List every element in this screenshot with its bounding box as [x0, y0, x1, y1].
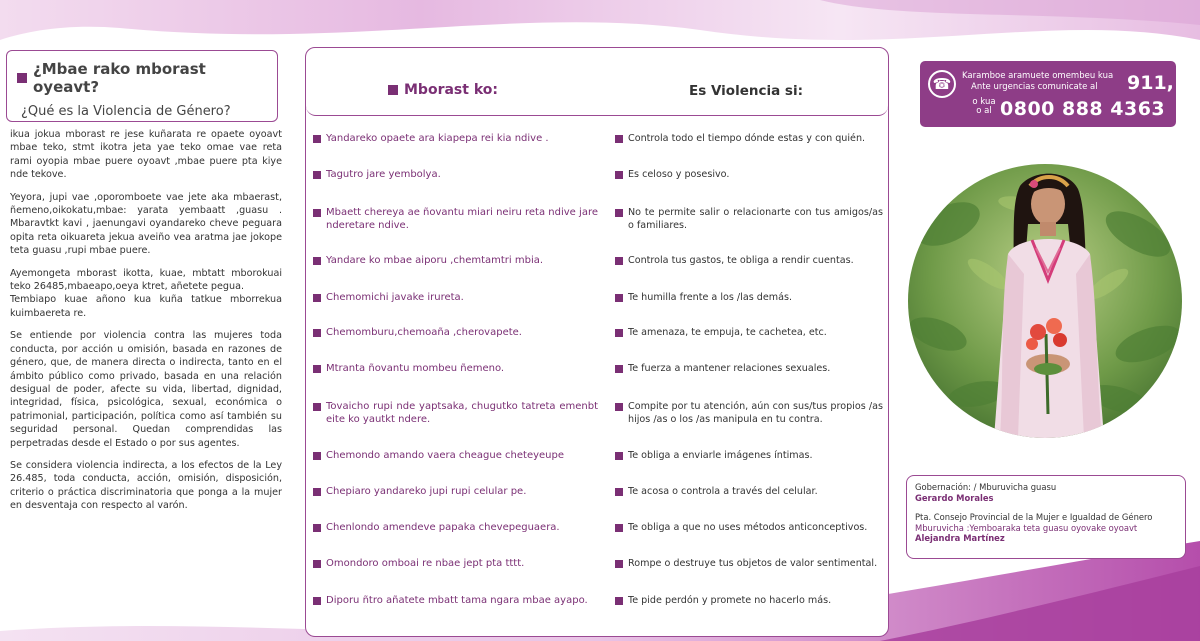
header-guarani-label: Mborast ko: [404, 82, 498, 98]
square-bullet-icon [313, 560, 321, 568]
spanish-item: Rompe o destruye tus objetos de valor sentimental. [628, 558, 878, 569]
square-bullet-icon [615, 171, 623, 179]
phone-line-spanish: Ante urgencias comunicate al [971, 82, 1098, 92]
square-bullet-icon [313, 365, 321, 373]
credits-gobernacion-label: Gobernación: / Mburuvicha guasu [915, 482, 1057, 492]
guarani-item: Yandare ko mbae aiporu ,chemtamtri mbia. [326, 255, 544, 266]
credits-spacer [915, 503, 1177, 512]
left-title-spanish: ¿Qué es la Violencia de Género? [21, 104, 231, 119]
square-bullet-icon [313, 209, 321, 217]
guarani-item: Tovaicho rupi nde yaptsaka, chugutko tatreta emenbt eite ko yautkt ndere. [326, 401, 598, 425]
square-bullet-icon [313, 524, 321, 532]
square-bullet-icon [615, 257, 623, 265]
guarani-item: Chepiaro yandareko jupi rupi celular pe. [326, 486, 527, 497]
spanish-item: Te fuerza a mantener relaciones sexuales. [628, 363, 831, 374]
phone-line-guarani: Karamboe aramuete omembeu kua [962, 71, 1114, 81]
spanish-item: Controla todo el tiempo dónde estas y con quién. [628, 133, 866, 144]
left-paragraph: Yeyora, jupi vae ,oporomboete vae jete aka mbaerast, ñemeno,oikokatu,mbae: yarata yembaatt ,guasu . Mbaravtkt kavi , jaenungavi oyandareko cheve peguara opita reta oikuareta jekua aveiño vea aratma jae jokope teta guasu ,rupi mbae puere. [10, 191, 282, 257]
credits-president-name [915, 533, 1177, 544]
header-spanish-label: Es Violencia si: [689, 83, 803, 99]
square-bullet-icon [615, 294, 623, 302]
left-body-text [10, 128, 282, 522]
credits-box [906, 475, 1186, 559]
violence-comparison-panel [305, 47, 889, 637]
guarani-item: Chemondo amando vaera cheague cheteyeupe [326, 450, 565, 461]
guarani-item: Mtranta ñovantu mombeu ñemeno. [326, 363, 505, 374]
emergency-phone-box [920, 61, 1176, 127]
spanish-item: Te amenaza, te empuja, te cachetea, etc. [628, 327, 827, 338]
header-guarani [388, 82, 498, 98]
or-guarani: o kua [972, 97, 996, 107]
square-bullet-icon [615, 452, 623, 460]
left-paragraph: Ayemongeta mborast ikotta, kuae, mbtatt mborokuai teko 26485,mbaeapo,oeya ktret, añetete pegua. Tembiapo kuae añono kua kuña tatkue mborrekua kuimbaereta re. [10, 267, 282, 319]
square-bullet-icon [615, 597, 623, 605]
photo-illustration [908, 164, 1182, 438]
emergency-number-911: 911, [1127, 72, 1174, 94]
spanish-item: Te acosa o controla a través del celular. [628, 486, 818, 497]
credits-council-guarani: Mburuvicha :Yemboaraka teta guasu oyovake oyoavt [915, 522, 1138, 533]
left-title-guarani: ¿Mbae rako mborast oyeavt? [33, 60, 206, 96]
spanish-item: Te humilla frente a los /las demás. [628, 292, 793, 303]
or-spanish: o al [976, 106, 992, 116]
spanish-item: Es celoso y posesivo. [628, 169, 730, 180]
square-bullet-icon [313, 452, 321, 460]
square-bullet-icon [388, 85, 398, 95]
square-bullet-icon [17, 73, 27, 83]
square-bullet-icon [313, 488, 321, 496]
guarani-item: Chemomburu,chemoaña ,cherovapete. [326, 327, 522, 338]
emergency-number-0800: 0800 888 4363 [1000, 98, 1166, 120]
square-bullet-icon [313, 135, 321, 143]
square-bullet-icon [615, 524, 623, 532]
woman-with-flowers-photo [908, 164, 1182, 438]
square-bullet-icon [313, 294, 321, 302]
square-bullet-icon [313, 403, 321, 411]
credits-council-label: Pta. Consejo Provincial de la Mujer e Igualdad de Género [915, 512, 1153, 522]
spanish-item: Te obliga a que no uses métodos anticonceptivos. [628, 522, 868, 533]
credits-governor-name [915, 493, 1177, 504]
square-bullet-icon [313, 257, 321, 265]
square-bullet-icon [615, 488, 623, 496]
spanish-item: Te obliga a enviarle imágenes íntimas. [628, 450, 813, 461]
square-bullet-icon [313, 329, 321, 337]
left-paragraph: Se entiende por violencia contra las mujeres toda conducta, por acción u omisión, basada en razones de género, que, de manera directa o indirecta, tanto en el ámbito público como privado, basada en una relación desigual de poder, afecte su vida, libertad, dignidad, integridad, física, psicológica, sexual, económica o patrimonial, participación, política como así también su seguridad personal. Quedan comprendidas las perpetradas desde el Estado o por sus agentes. [10, 330, 282, 449]
left-title-row [17, 60, 267, 96]
phone-icon: ☎ [928, 70, 956, 98]
left-title-box [6, 50, 278, 122]
square-bullet-icon [313, 171, 321, 179]
guarani-item: Diporu ñtro añatete mbatt tama ngara mbae ayapo. [326, 595, 588, 606]
guarani-item: Mbaett chereya ae ñovantu miari neiru reta ndive jare nderetare ndive. [326, 207, 598, 231]
guarani-item: Omondoro omboai re nbae jept pta tttt. [326, 558, 525, 569]
square-bullet-icon [615, 209, 623, 217]
guarani-item: Tagutro jare yembolya. [326, 169, 441, 180]
phone-or-labels [972, 98, 996, 116]
credits-governor-name-text: Gerardo Morales [915, 492, 994, 503]
guarani-item: Yandareko opaete ara kiapepa rei kia ndive . [326, 133, 549, 144]
square-bullet-icon [615, 135, 623, 143]
guarani-item: Chemomichi javake irureta. [326, 292, 464, 303]
square-bullet-icon [615, 403, 623, 411]
square-bullet-icon [313, 597, 321, 605]
square-bullet-icon [615, 365, 623, 373]
panel-header [306, 48, 888, 116]
spanish-item: Compite por tu atención, aún con sus/tus propios /as hijos /as o los /as manipula en tu contra. [628, 401, 883, 425]
credits-president-name-text: Alejandra Martínez [915, 533, 1005, 543]
spanish-item: Te pide perdón y promete no hacerlo más. [628, 595, 832, 606]
spanish-item: Controla tus gastos, te obliga a rendir cuentas. [628, 255, 854, 266]
left-paragraph: ikua jokua mborast re jese kuñarata re opaete oyoavt mbae teko, stmt ikotra jeta yae teko omae vae reta rami oyopia mbae puere oyoavt ,mbae puere pta kiye nde tekove. [10, 129, 282, 181]
square-bullet-icon [615, 560, 623, 568]
spanish-item: No te permite salir o relacionarte con tus amigos/as o familiares. [628, 207, 883, 231]
square-bullet-icon [615, 329, 623, 337]
guarani-item: Chenlondo amendeve papaka chevepeguaera. [326, 522, 560, 533]
left-paragraph: Se considera violencia indirecta, a los efectos de la Ley 26.485, toda conducta, acción, omisión, disposición, criterio o práctica discriminatoria que ponga a la mujer en desventaja con respecto al varón. [10, 459, 282, 512]
